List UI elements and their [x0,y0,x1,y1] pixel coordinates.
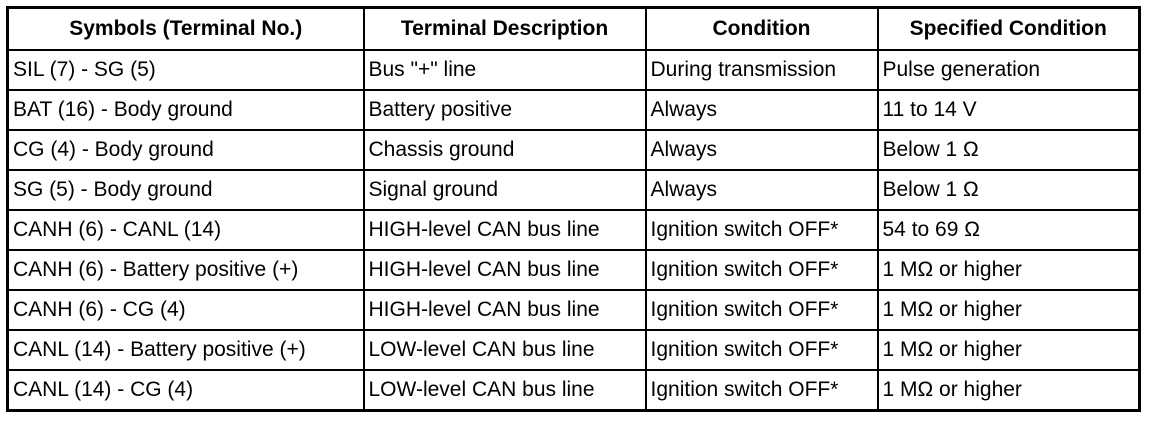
cell-condition: Always [646,170,878,210]
cell-specified: 54 to 69 Ω [878,210,1140,250]
cell-specified: 1 MΩ or higher [878,330,1140,370]
cell-specified: Pulse generation [878,50,1140,90]
cell-description: LOW-level CAN bus line [364,370,646,411]
cell-specified: 1 MΩ or higher [878,290,1140,330]
cell-condition: Ignition switch OFF* [646,210,878,250]
cell-symbols: CANH (6) - CANL (14) [8,210,364,250]
cell-condition: Always [646,130,878,170]
cell-condition: Always [646,90,878,130]
cell-symbols: SG (5) - Body ground [8,170,364,210]
table-row [8,290,1140,330]
cell-condition: Ignition switch OFF* [646,330,878,370]
cell-symbols: CANL (14) - CG (4) [8,370,364,411]
table-row [8,250,1140,290]
cell-condition: Ignition switch OFF* [646,290,878,330]
table-row [8,330,1140,370]
cell-condition: Ignition switch OFF* [646,370,878,411]
cell-symbols: SIL (7) - SG (5) [8,50,364,90]
header-symbols: Symbols (Terminal No.) [8,8,364,51]
header-condition: Condition [646,8,878,51]
table-row [8,170,1140,210]
cell-symbols: BAT (16) - Body ground [8,90,364,130]
header-terminal-description: Terminal Description [364,8,646,51]
cell-description: Bus "+" line [364,50,646,90]
cell-specified: Below 1 Ω [878,170,1140,210]
table-row [8,210,1140,250]
cell-description: HIGH-level CAN bus line [364,250,646,290]
cell-specified: 1 MΩ or higher [878,370,1140,411]
cell-description: HIGH-level CAN bus line [364,210,646,250]
table-row [8,50,1140,90]
terminal-spec-table [6,6,1141,412]
cell-description: Battery positive [364,90,646,130]
cell-specified: 1 MΩ or higher [878,250,1140,290]
cell-description: Signal ground [364,170,646,210]
cell-symbols: CANH (6) - Battery positive (+) [8,250,364,290]
cell-description: HIGH-level CAN bus line [364,290,646,330]
header-specified-condition: Specified Condition [878,8,1140,51]
table-row [8,90,1140,130]
cell-symbols: CG (4) - Body ground [8,130,364,170]
cell-symbols: CANH (6) - CG (4) [8,290,364,330]
cell-condition: During transmission [646,50,878,90]
cell-description: Chassis ground [364,130,646,170]
table-row [8,130,1140,170]
cell-condition: Ignition switch OFF* [646,250,878,290]
header-row [8,8,1140,51]
table-row [8,370,1140,411]
cell-specified: 11 to 14 V [878,90,1140,130]
cell-specified: Below 1 Ω [878,130,1140,170]
cell-symbols: CANL (14) - Battery positive (+) [8,330,364,370]
cell-description: LOW-level CAN bus line [364,330,646,370]
